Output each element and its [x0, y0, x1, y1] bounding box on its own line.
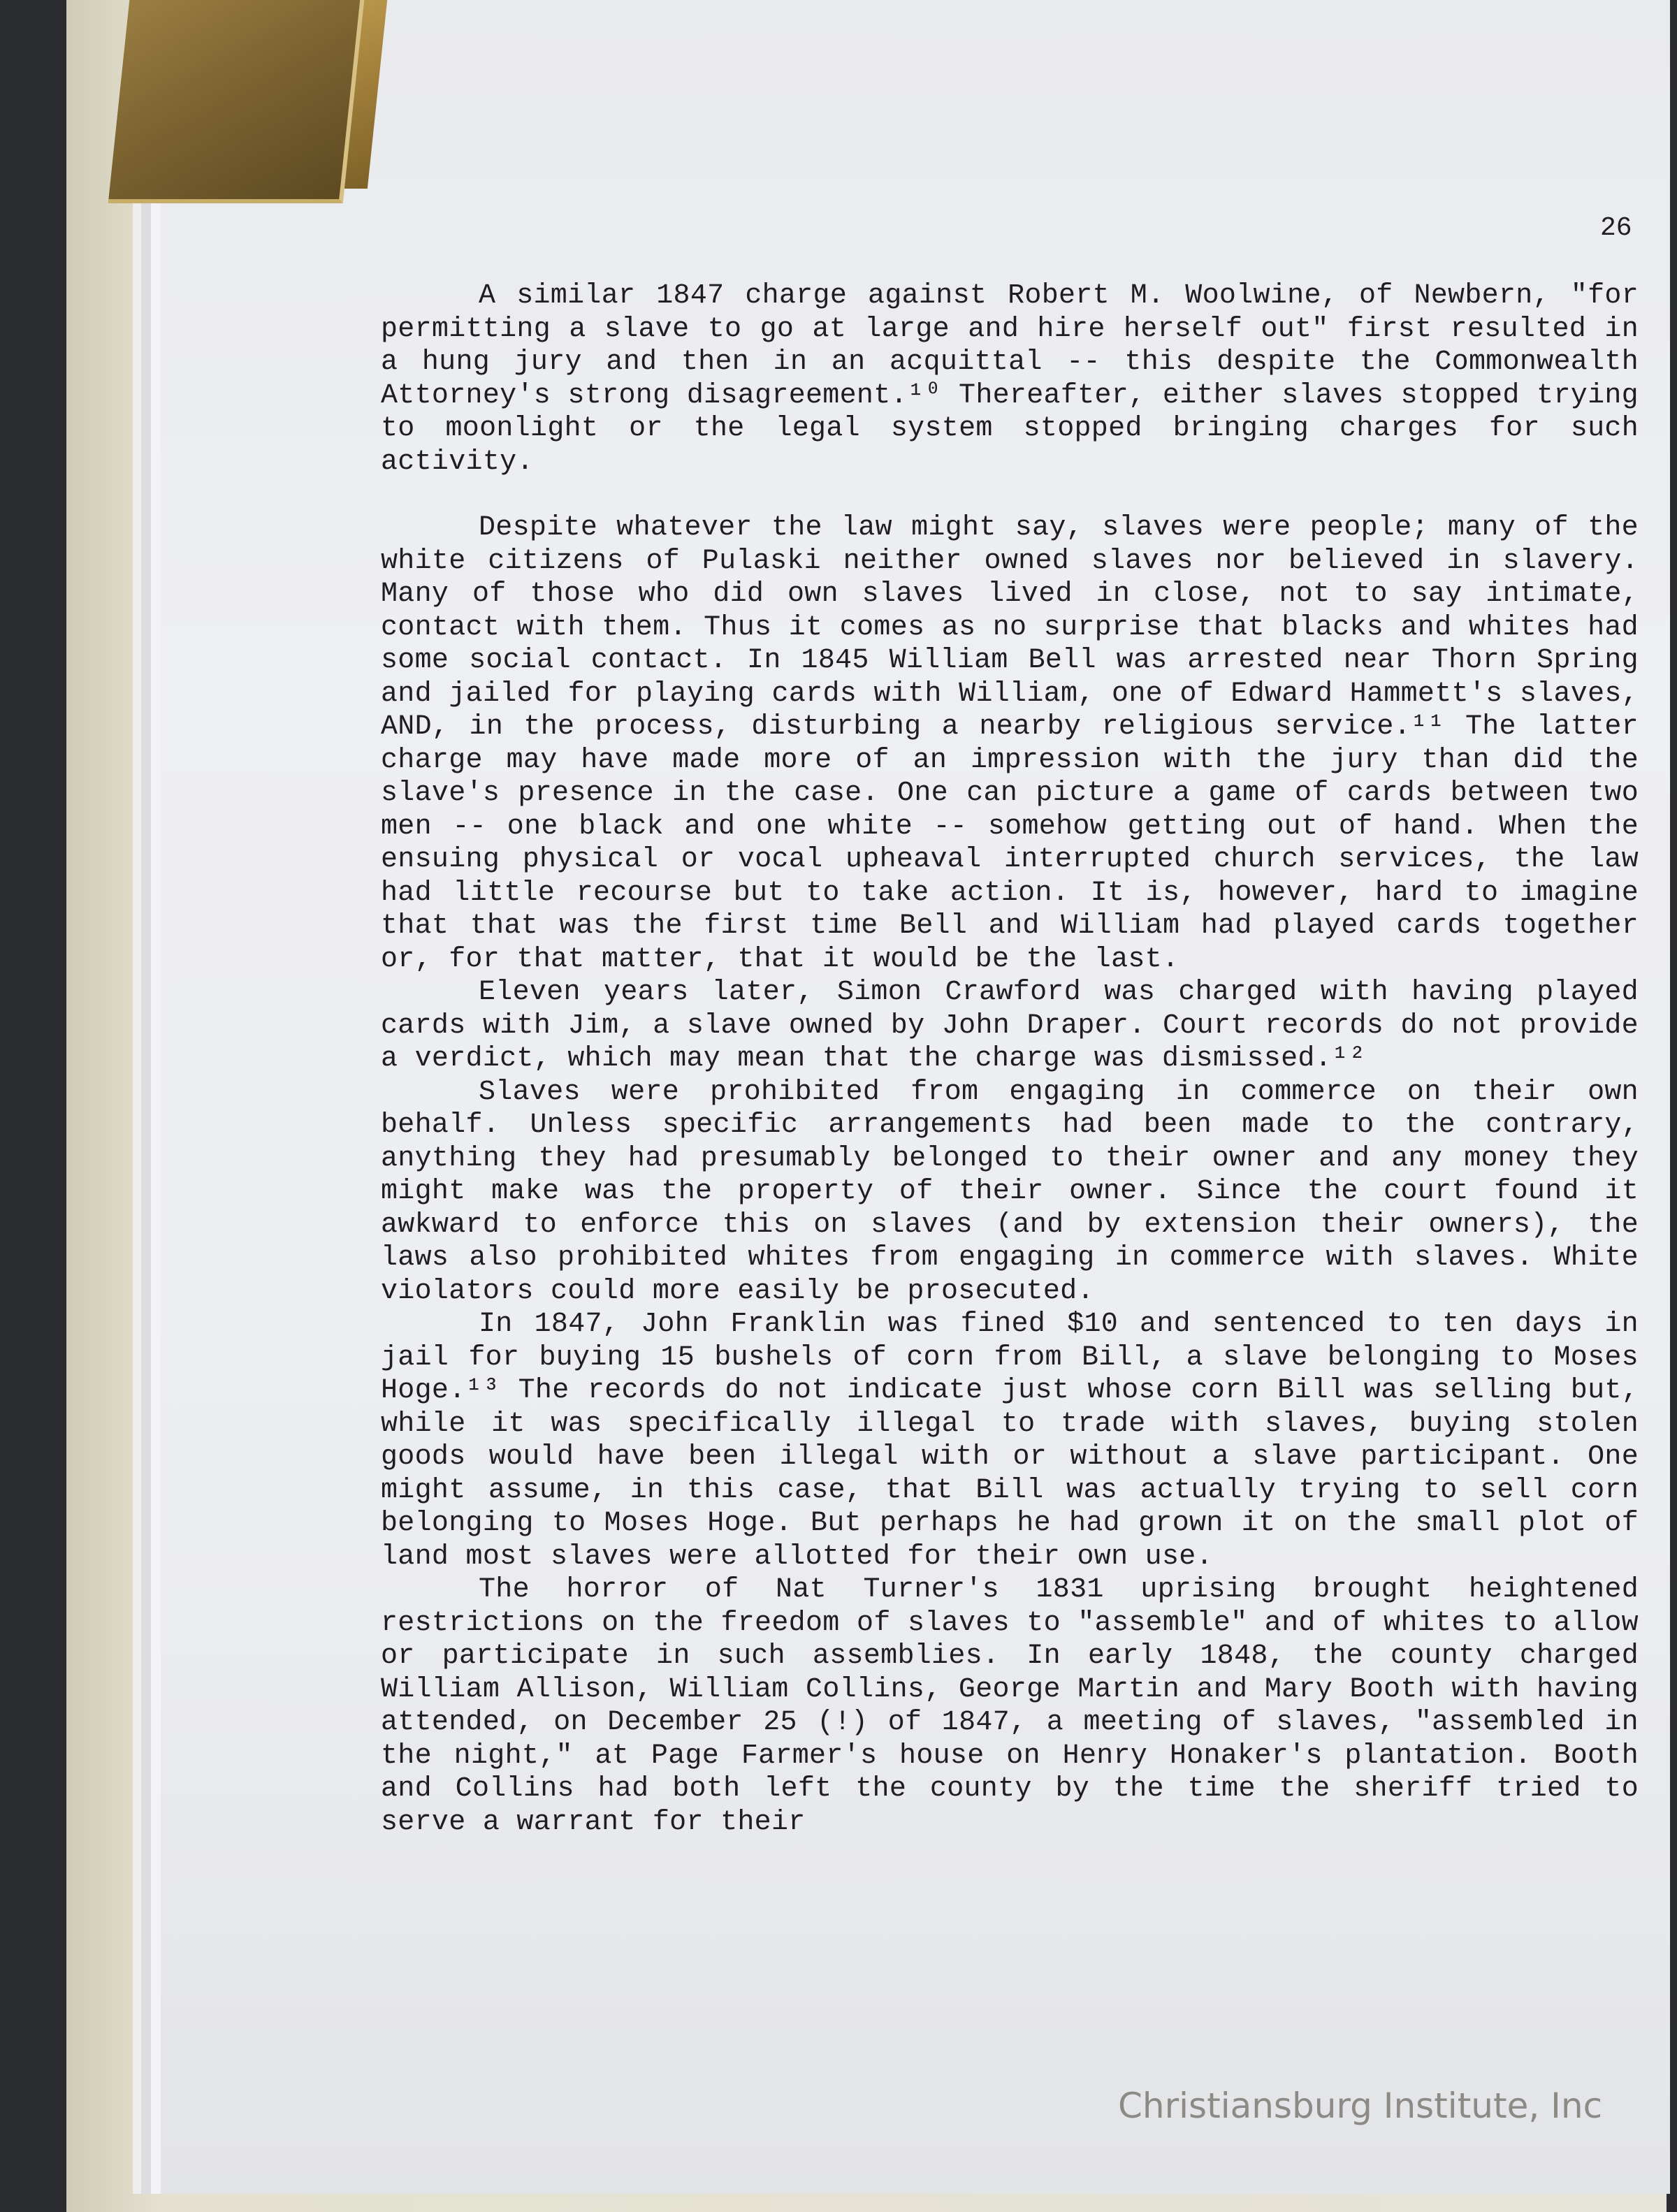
paragraph: Despite whatever the law might say, slaves were people; many of the white citizens of Pulaski neither owned slaves nor believed in slavery. Many of those who did own slaves lived in close, not to say intimate, contact with them. Thus it comes as no surprise that blacks and whites had some social contact. In 1845 William Bell was arrested near Thorn Spring and jailed for playing cards with William, one of Edward Hammett's slaves, AND, in the process, disturbing a nearby religious service.¹¹ The latter charge may have made more of an impression with the jury than did the slave's presence in the case. One can picture a game of cards between two men -- one black and one white -- somehow getting out of hand. When the ensuing physical or vocal upheaval interrupted church services, the law had little recourse but to take action. It is, however, hard to imagine that that was the first time Bell and William had played cards together or, for that matter, that it would be the last.: [381, 512, 1639, 975]
binder-clip: [105, 0, 370, 210]
paragraph: In 1847, John Franklin was fined $10 and sentenced to ten days in jail for buying 15 bushels of corn from Bill, a slave belonging to Moses Hoge.¹³ The records do not indicate just whose corn Bill was selling but, while it was specifically illegal to trade with slaves, buying stolen goods would have been illegal with or without a slave participant. One might assume, in this case, that Bill was actually trying to sell corn belonging to Moses Hoge. But perhaps he had grown it on the small plot of land most slaves were allotted for their own use.: [381, 1309, 1639, 1573]
watermark: Christiansburg Institute, Inc: [1118, 2086, 1603, 2126]
paragraph: Eleven years later, Simon Crawford was charged with having played cards with Jim, a slave owned by John Draper. Court records do not provide a verdict, which may mean that the charge was dismissed.¹²: [381, 977, 1639, 1075]
paragraph: Slaves were prohibited from engaging in commerce on their own behalf. Unless specific arrangements had been made to the contrary, anything they had presumably belonged to their owner and any money they might make was the property of their owner. Since the court found it awkward to enforce this on slaves (and by extension their owners), the laws also prohibited whites from engaging in commerce with slaves. White violators could more easily be prosecuted.: [381, 1076, 1639, 1307]
binder-clip-front-plate: [108, 0, 365, 203]
paragraph: The horror of Nat Turner's 1831 uprising brought heightened restrictions on the freedom of slaves to "assemble" and of whites to allow or participate in such assemblies. In early 1848, the county charged William Allison, William Collins, George Martin and Mary Booth with having attended, on December 25 (!) of 1847, a meeting of slaves, "assembled in the night," at Page Farmer's house on Henry Honaker's plantation. Booth and Collins had both left the county by the time the sheriff tried to serve a warrant for their: [381, 1574, 1639, 1838]
body-text: [381, 279, 1639, 1839]
page-number: 26: [1600, 213, 1632, 243]
paragraph: A similar 1847 charge against Robert M. Woolwine, of Newbern, "for permitting a slave to go at large and hire herself out" first resulted in a hung jury and then in an acquittal -- this despite the Commonwealth Attorney's strong disagreement.¹⁰ Thereafter, either slaves stopped trying to moonlight or the legal system stopped bringing charges for such activity.: [381, 280, 1639, 478]
